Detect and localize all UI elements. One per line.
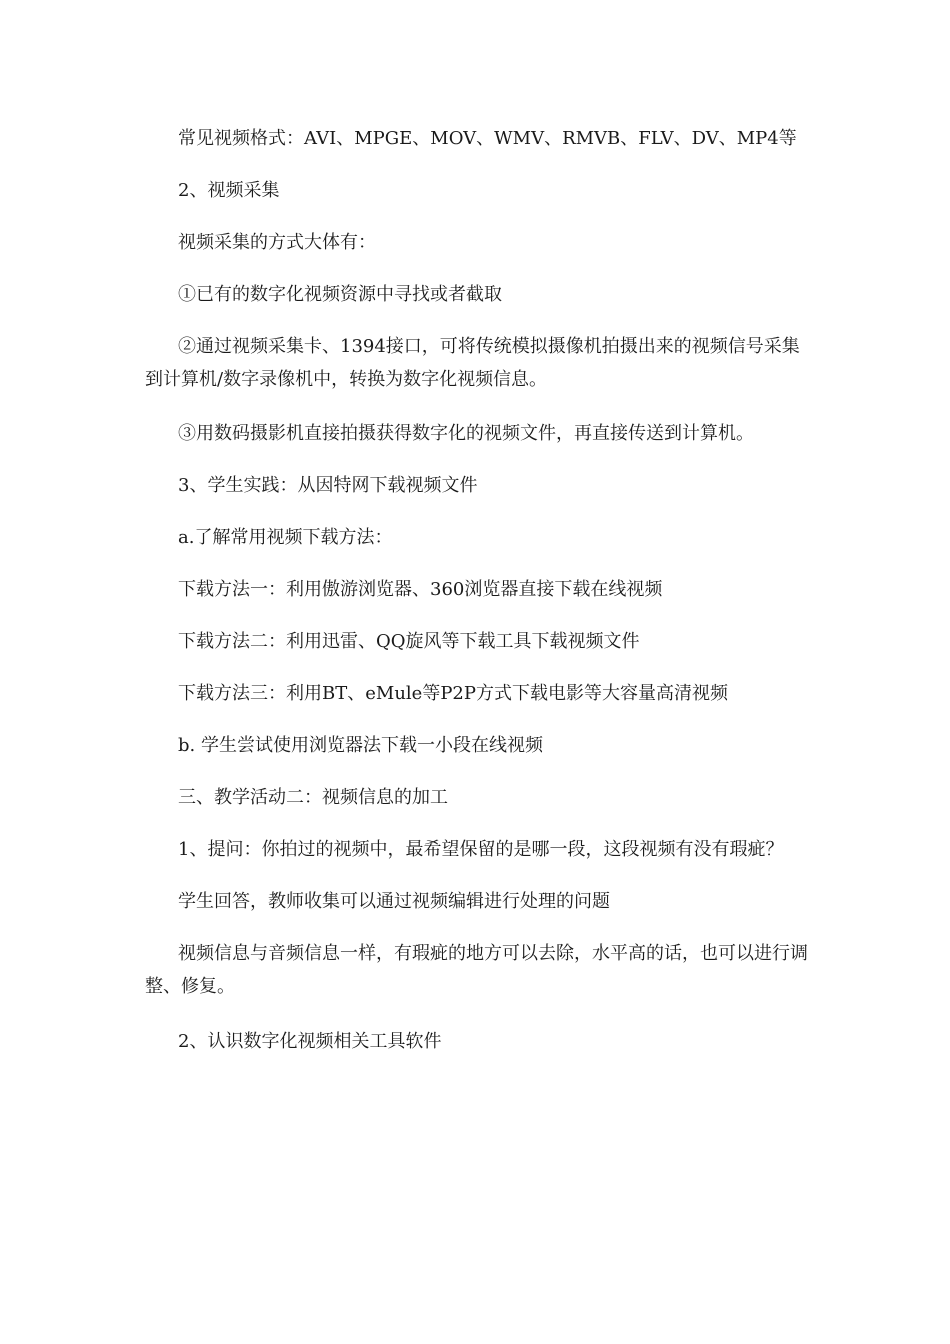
- list-item-capture-method-2: ②通过视频采集卡、1394接口，可将传统模拟摄像机拍摄出来的视频信号采集到计算机/数字录像机中，转换为数字化视频信息。: [145, 336, 800, 390]
- paragraph-download-methods-intro: a.了解常用视频下载方法：: [178, 527, 393, 548]
- paragraph-student-try: b. 学生尝试使用浏览器法下载一小段在线视频: [178, 735, 543, 756]
- paragraph-capture-methods-intro: 视频采集的方式大体有：: [178, 232, 376, 253]
- list-item-capture-method-1: ①已有的数字化视频资源中寻找或者截取: [178, 284, 502, 305]
- heading-video-capture: 2、视频采集: [178, 180, 280, 201]
- heading-teaching-activity-2: 三、教学活动二：视频信息的加工: [178, 787, 448, 808]
- paragraph-download-method-1: 下载方法一：利用傲游浏览器、360浏览器直接下载在线视频: [178, 579, 663, 600]
- paragraph-download-method-2: 下载方法二：利用迅雷、QQ旋风等下载工具下载视频文件: [178, 631, 640, 652]
- heading-video-tools: 2、认识数字化视频相关工具软件: [178, 1031, 442, 1052]
- paragraph-question: 1、提问：你拍过的视频中，最希望保留的是哪一段，这段视频有没有瑕疵？: [178, 839, 784, 860]
- paragraph-video-formats: 常见视频格式：AVI、MPGE、MOV、WMV、RMVB、FLV、DV、MP4等: [178, 128, 797, 149]
- list-item-capture-method-3: ③用数码摄影机直接拍摄获得数字化的视频文件，再直接传送到计算机。: [178, 423, 754, 444]
- heading-student-practice: 3、学生实践：从因特网下载视频文件: [178, 475, 478, 496]
- paragraph-student-answer: 学生回答，教师收集可以通过视频编辑进行处理的问题: [178, 891, 610, 912]
- paragraph-video-editing: 视频信息与音频信息一样，有瑕疵的地方可以去除，水平高的话，也可以进行调整、修复。: [145, 943, 808, 997]
- paragraph-download-method-3: 下载方法三：利用BT、eMule等P2P方式下载电影等大容量高清视频: [178, 683, 728, 704]
